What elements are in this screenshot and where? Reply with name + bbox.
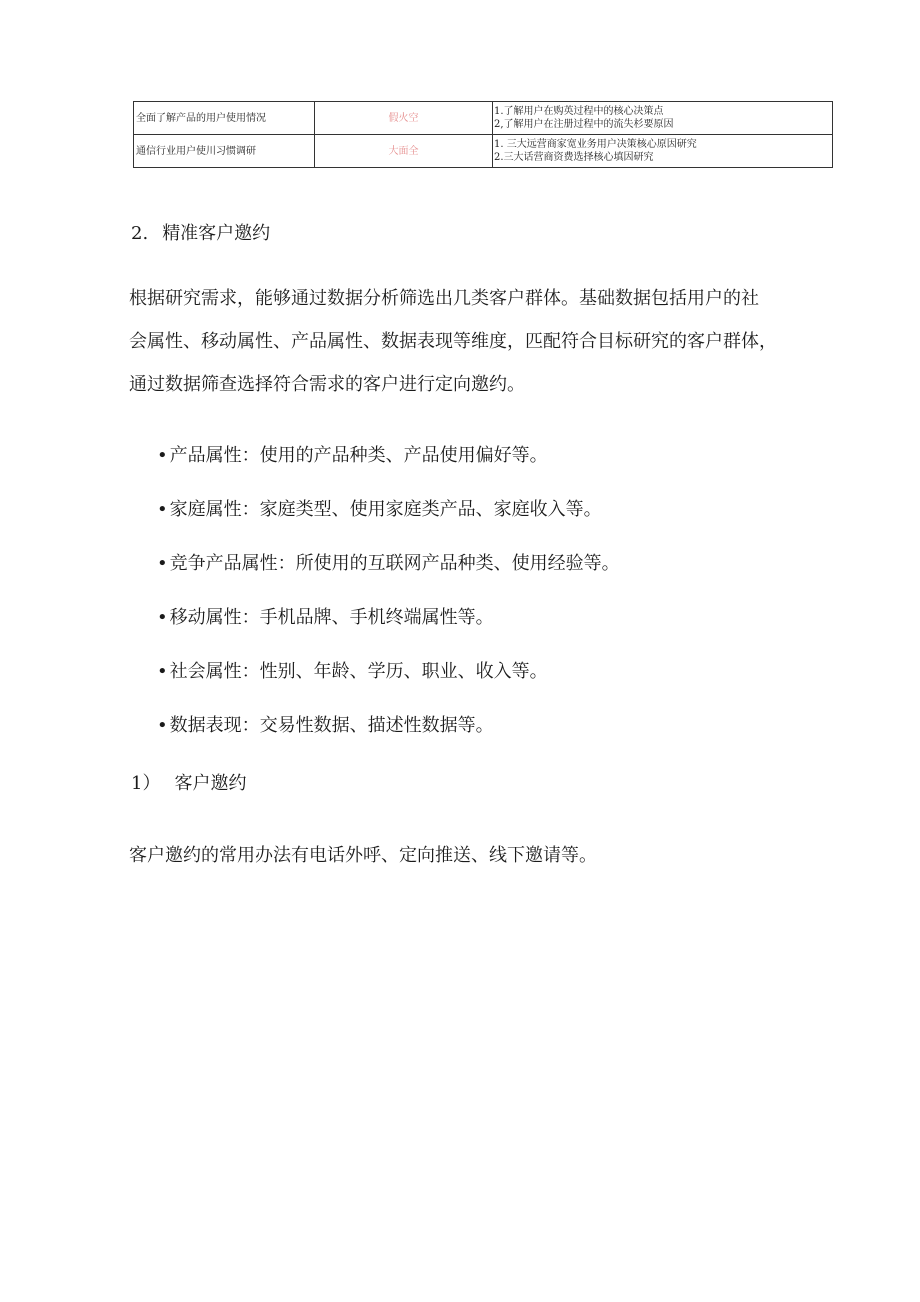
desc-line: 2,了解用户在注册过程中的流失杉要原因	[494, 119, 674, 130]
attribute-list	[157, 438, 620, 762]
section-number: 2.	[131, 223, 149, 244]
list-item	[157, 654, 620, 708]
desc-line: 1. 三大远营商家宽业务用户决策核心原因研究	[494, 139, 697, 150]
section-title: 精准客户邀约	[162, 223, 271, 244]
project-name-cell: 通信行业用户使川习惯调研	[134, 135, 315, 168]
project-name-cell: 全面了解产品的用户使用情况	[134, 102, 315, 135]
list-item-text: 产品属性：使用的产品种类、产品使用偏好等。	[169, 445, 548, 466]
bullet-icon: •	[157, 607, 168, 628]
list-item-text: 社会属性：性别、年龄、学历、职业、收入等。	[169, 661, 548, 682]
desc-line: 1.了解用户在购英过程中的核心决策点	[494, 106, 664, 117]
bullet-icon: •	[157, 715, 168, 736]
project-owner-cell: 假火空	[315, 102, 493, 135]
list-item	[157, 438, 620, 492]
subsection-heading	[131, 768, 246, 800]
table-row	[134, 135, 833, 168]
bullet-icon: •	[157, 445, 168, 466]
list-item	[157, 546, 620, 600]
section-heading	[131, 218, 270, 250]
project-desc-cell	[493, 135, 833, 168]
list-item	[157, 492, 620, 546]
list-item	[157, 600, 620, 654]
subsection-number: 1）	[131, 773, 161, 794]
bullet-icon: •	[157, 661, 168, 682]
paragraph-line: 会属性、移动属性、产品属性、数据表现等维度，匹配符合目标研究的客户群体，	[129, 331, 777, 352]
intro-paragraph	[129, 277, 849, 406]
bullet-icon: •	[157, 499, 168, 520]
list-item-text: 家庭属性：家庭类型、使用家庭类产品、家庭收入等。	[169, 499, 602, 520]
invitation-paragraph: 客户邀约的常用办法有电话外呼、定向推送、线下邀请等。	[129, 845, 597, 866]
desc-line: 2.三大话营商资费选择核心填因研究	[494, 152, 654, 163]
paragraph-line: 通过数据筛查选择符合需求的客户进行定向邀约。	[129, 374, 525, 395]
list-item-text: 移动属性：手机品牌、手机终端属性等。	[169, 607, 494, 628]
list-item	[157, 708, 620, 762]
paragraph-line: 根据研究需求，能够通过数据分析筛选出几类客户群体。基础数据包括用户的社	[129, 288, 759, 309]
project-table	[133, 101, 833, 168]
list-item-text: 数据表现：交易性数据、描述性数据等。	[169, 715, 494, 736]
subsection-title: 客户邀约	[174, 773, 247, 794]
project-desc-cell	[493, 102, 833, 135]
project-owner-cell: 大面全	[315, 135, 493, 168]
table-row	[134, 102, 833, 135]
bullet-icon: •	[157, 553, 168, 574]
list-item-text: 竞争产品属性：所使用的互联网产品种类、使用经验等。	[169, 553, 620, 574]
